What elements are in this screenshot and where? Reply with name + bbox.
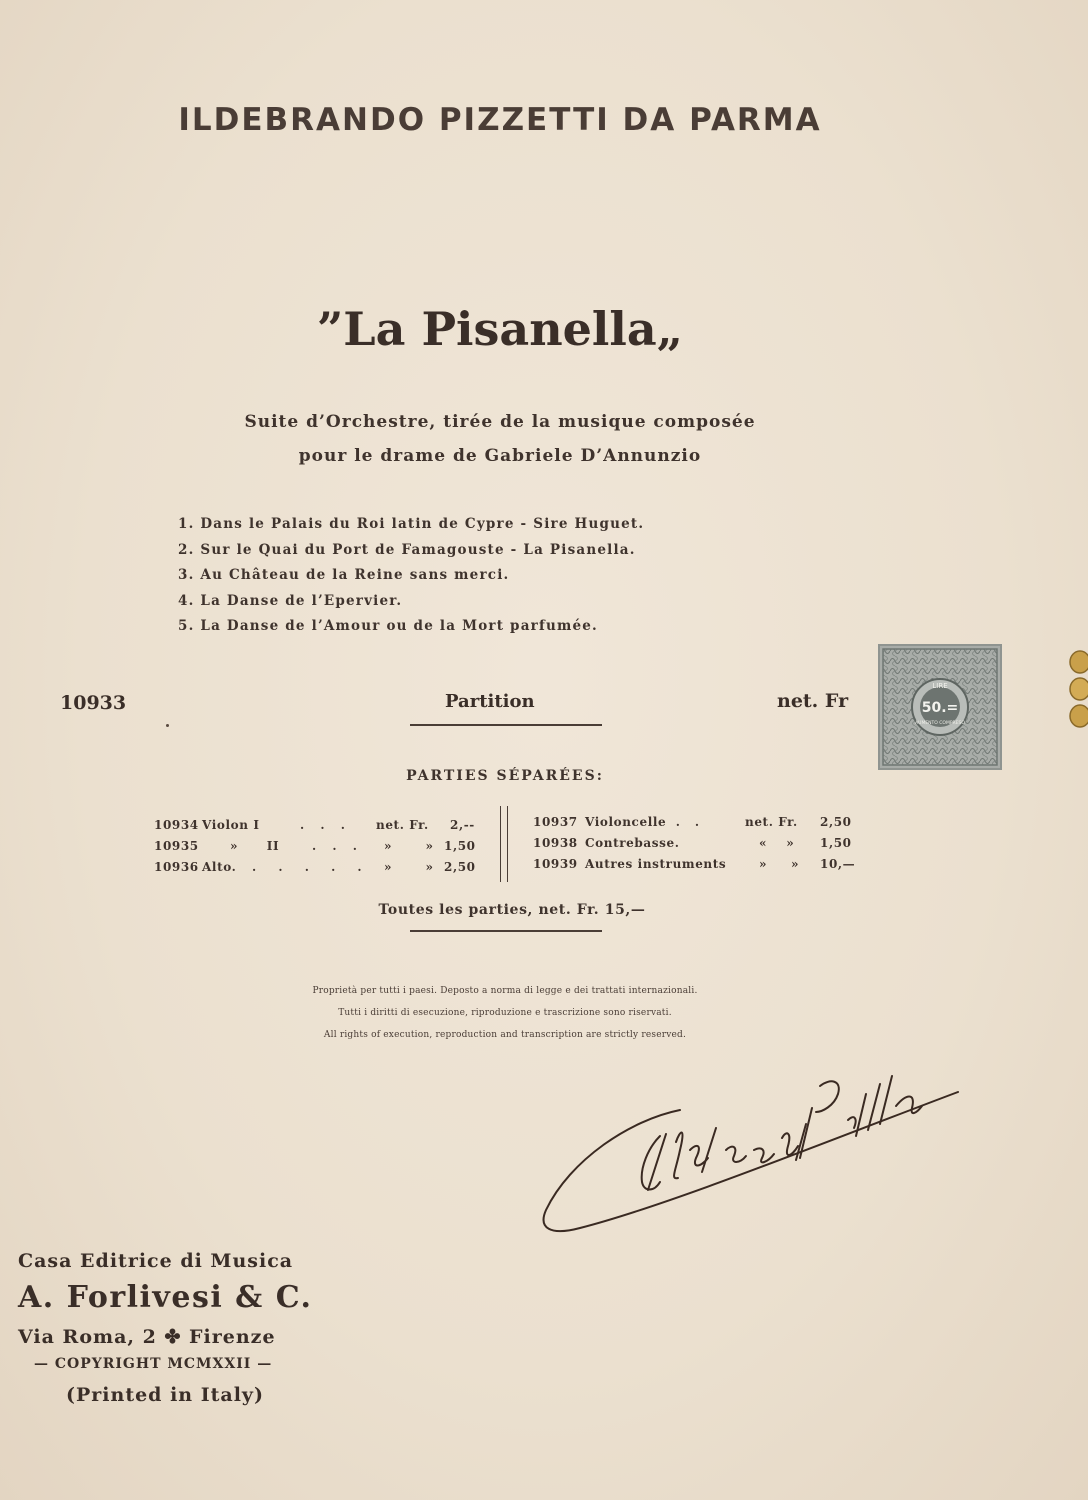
- printed-in-line: (Printed in Italy): [66, 1384, 264, 1406]
- part-dots: . . . . .: [252, 860, 371, 874]
- part-dots: . . .: [312, 839, 363, 853]
- movement-item: 1. Dans le Palais du Roi latin de Cypre - Sire Huguet.: [178, 516, 645, 532]
- subtitle-line-2: pour le drame de Gabriele D’Annunzio: [298, 446, 702, 466]
- part-row: [154, 818, 484, 839]
- part-row: [533, 857, 863, 878]
- part-number: 10939: [533, 857, 578, 871]
- part-name: Violoncelle . .: [585, 815, 700, 829]
- score-rule: [410, 724, 602, 726]
- part-name: Alto.: [202, 860, 237, 874]
- part-price: 2,50: [444, 860, 476, 874]
- rights-line-2: Tutti i diritti di esecuzione, riproduzione e trascrizione sono riservati.: [338, 1008, 672, 1018]
- subtitle-line-1: Suite d’Orchestre, tirée de la musique composée: [244, 412, 756, 432]
- movement-item: 5. La Danse de l’Amour ou de la Mort parfumée.: [178, 618, 598, 634]
- part-price: 10,—: [820, 857, 856, 871]
- stamp-bottom-text: AUMENTO COMPRESO: [915, 721, 965, 726]
- part-number: 10934: [154, 818, 199, 832]
- stamp-icon: [880, 646, 1000, 768]
- revenue-stamp: [878, 644, 1002, 770]
- part-price-label: » »: [384, 860, 434, 874]
- part-number: 10938: [533, 836, 578, 850]
- parts-left-column: [154, 818, 484, 881]
- part-number: 10936: [154, 860, 199, 874]
- part-price-label: » »: [384, 839, 434, 853]
- composer-name: ILDEBRANDO PIZZETTI DA PARMA: [178, 102, 822, 138]
- publisher-line-1: Casa Editrice di Musica: [18, 1250, 294, 1272]
- stamp-value: 50.=: [921, 700, 959, 716]
- score-label: Partition: [445, 691, 535, 712]
- part-price-label: net. Fr.: [745, 815, 798, 829]
- part-name: Autres instruments: [585, 857, 727, 871]
- part-price: 1,50: [444, 839, 476, 853]
- part-row: [154, 839, 484, 860]
- parts-right-column: [533, 815, 863, 878]
- ink-mark: [166, 724, 169, 727]
- part-row: [154, 860, 484, 881]
- part-price-label: net. Fr.: [376, 818, 429, 832]
- score-price-label: net. Fr: [777, 690, 849, 712]
- part-name: » II: [230, 839, 280, 853]
- part-name: Violon I: [202, 818, 260, 832]
- publisher-name: A. Forlivesi & C.: [18, 1280, 313, 1315]
- copyright-line: — COPYRIGHT MCMXXII —: [34, 1356, 273, 1372]
- column-divider-left: [500, 806, 501, 882]
- part-price: 2,50: [820, 815, 852, 829]
- binding-clip-icon: [1066, 648, 1088, 730]
- publisher-address: Via Roma, 2 ✤ Firenze: [18, 1326, 276, 1348]
- part-price-label: » »: [759, 857, 800, 871]
- parties-heading: PARTIES SÉPARÉES:: [406, 768, 604, 784]
- score-number: 10933: [60, 692, 127, 714]
- column-divider-right: [507, 806, 508, 882]
- part-name: Contrebasse.: [585, 836, 680, 850]
- part-number: 10935: [154, 839, 199, 853]
- part-row: [533, 815, 863, 836]
- movement-item: 3. Au Château de la Reine sans merci.: [178, 567, 510, 583]
- publisher-block: [18, 1250, 313, 1406]
- movement-list: [178, 516, 644, 644]
- composer-signature: [530, 1050, 970, 1240]
- parts-rule: [410, 930, 602, 932]
- part-price: 1,50: [820, 836, 852, 850]
- work-title: ”La Pisanella„: [316, 302, 684, 356]
- rights-line-1: Proprietà per tutti i paesi. Deposto a norma di legge e dei trattati internazionali.: [312, 986, 698, 996]
- part-price: 2,--: [450, 818, 475, 832]
- part-number: 10937: [533, 815, 578, 829]
- movement-item: 4. La Danse de l’Epervier.: [178, 592, 403, 609]
- part-row: [533, 836, 863, 857]
- rights-line-3: All rights of execution, reproduction and transcription are strictly reserved.: [323, 1030, 687, 1040]
- movement-item: 2. Sur le Quai du Port de Famagouste - La Pisanella.: [178, 541, 636, 558]
- stamp-top-text: LIRE: [932, 682, 948, 690]
- part-dots: . . .: [300, 818, 351, 832]
- all-parts-price: Toutes les parties, net. Fr. 15,—: [378, 902, 646, 918]
- part-price-label: « »: [759, 836, 795, 850]
